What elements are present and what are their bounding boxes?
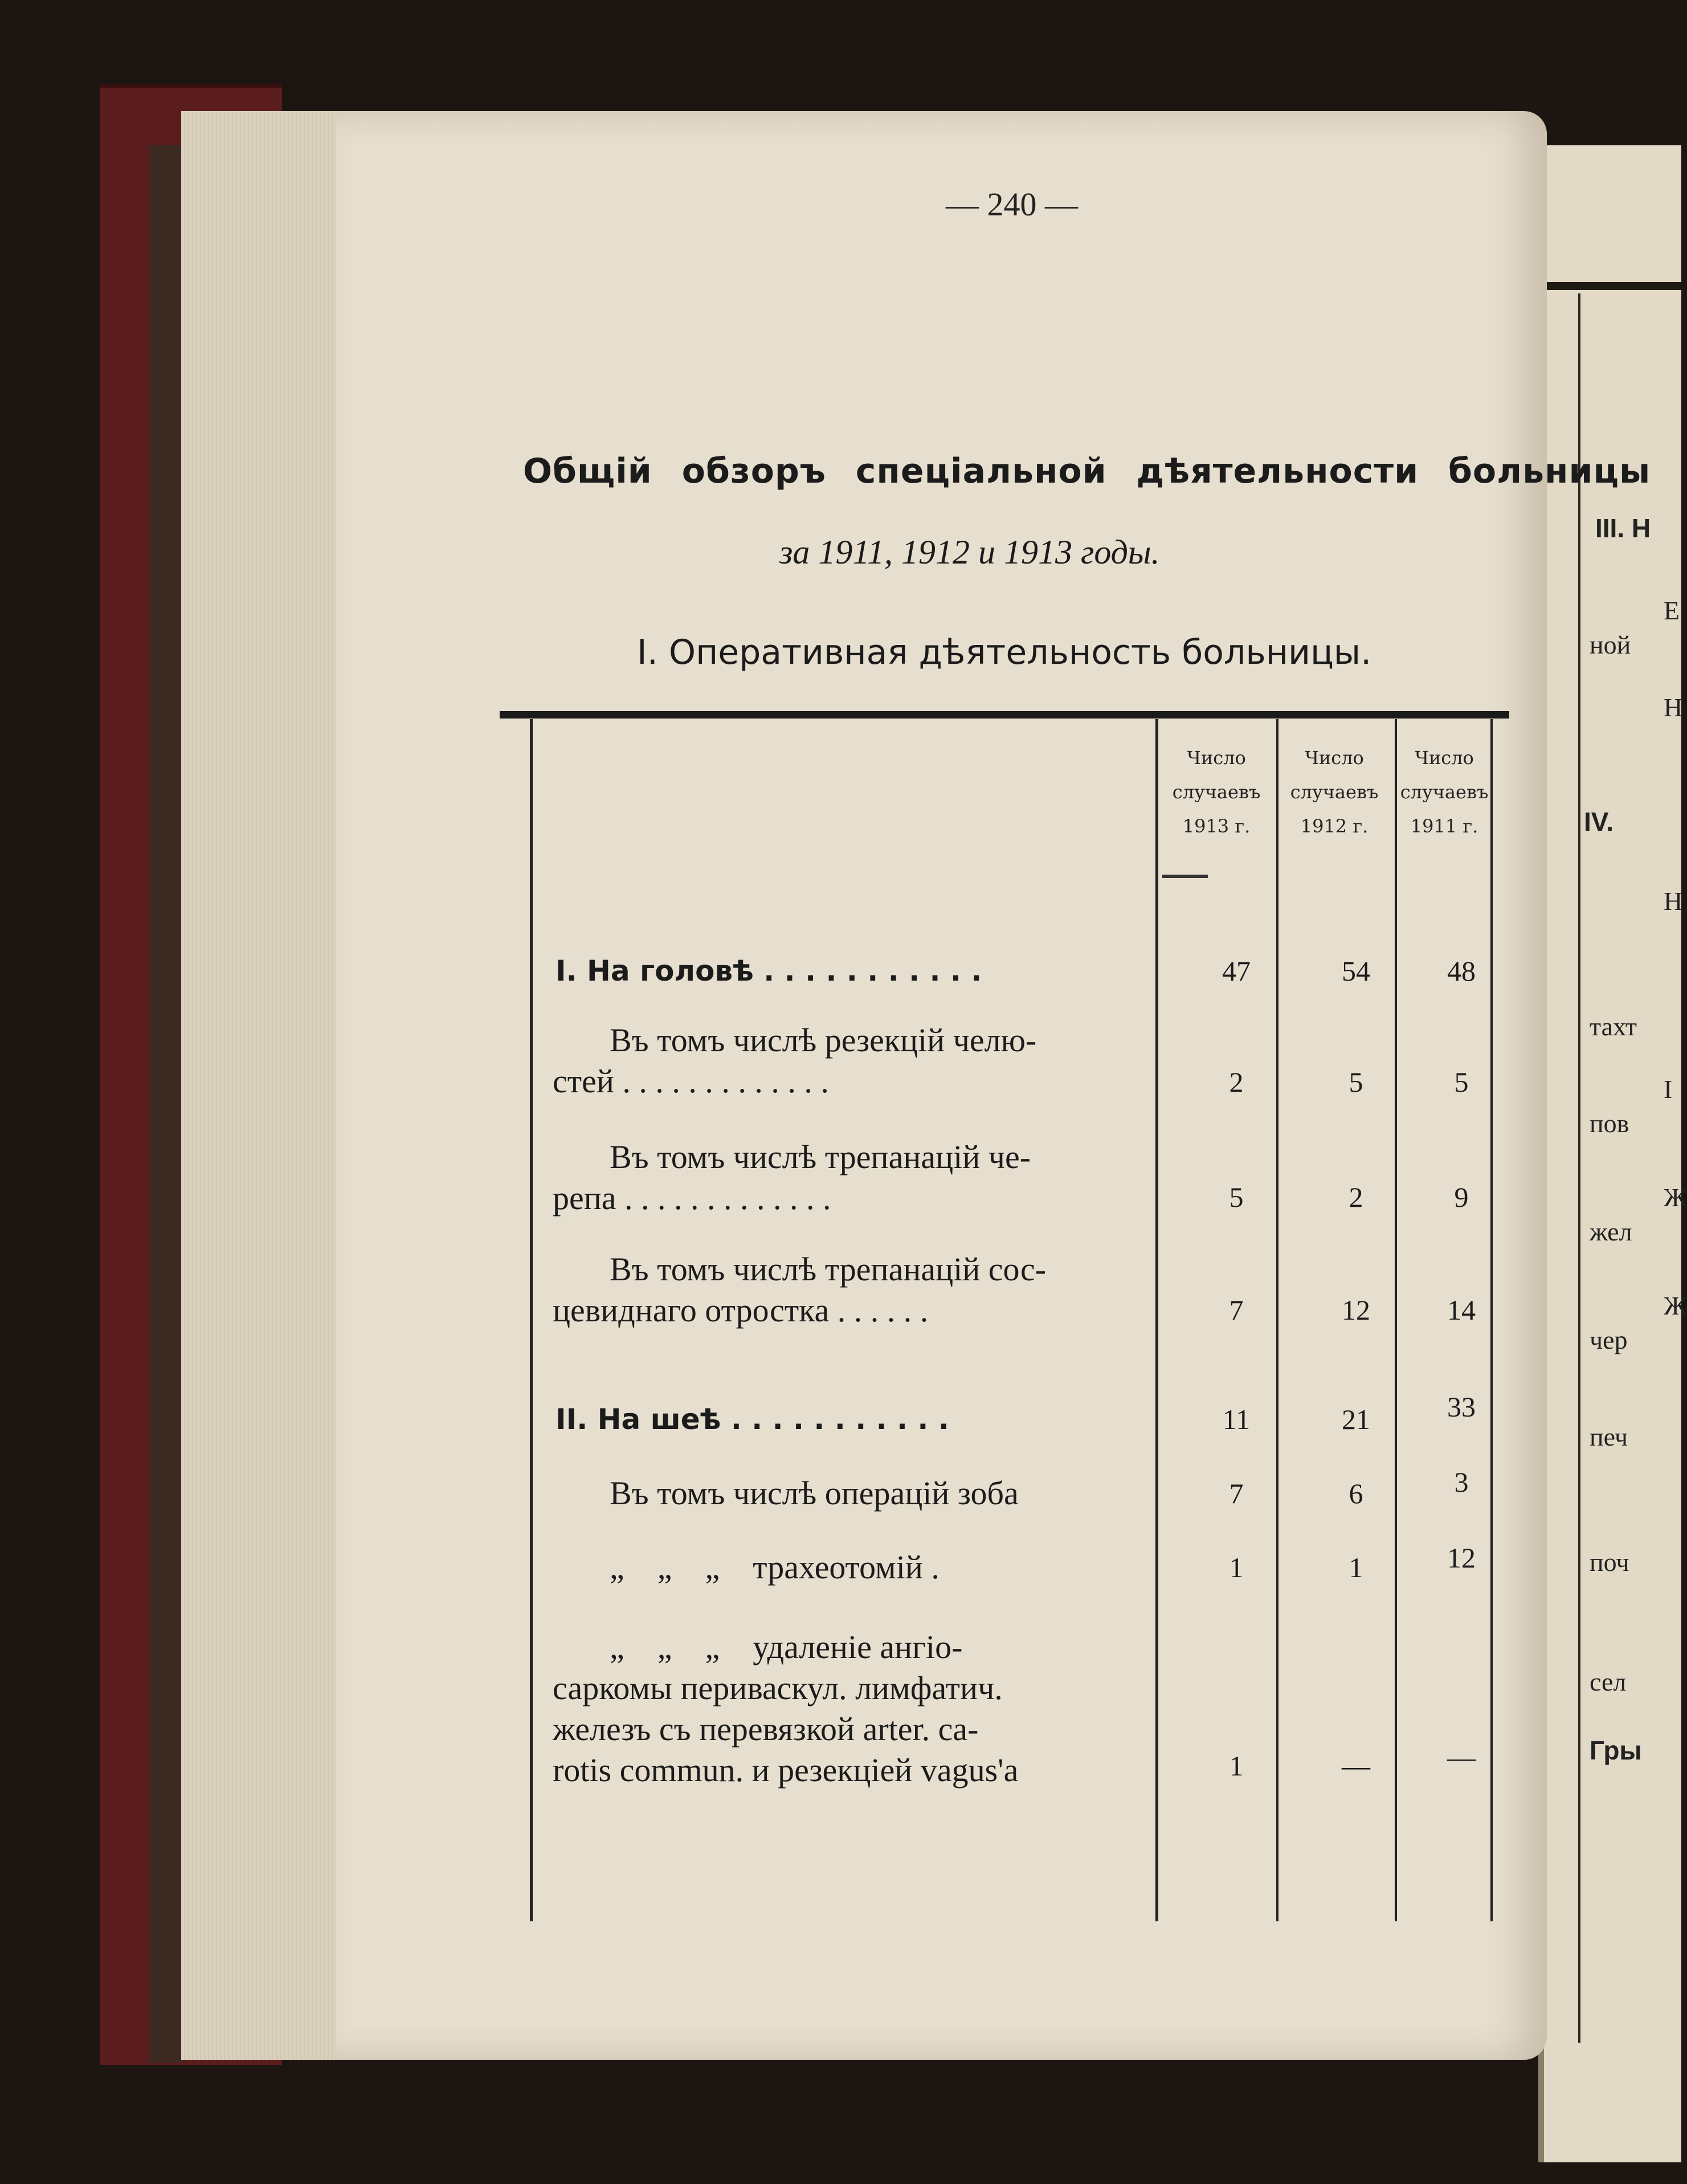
row-label-line: rotis commun. и резекціей vagus'a	[553, 1752, 1019, 1789]
facing-page-fragment: Ж	[1664, 1183, 1687, 1212]
facing-page-table-line	[1578, 293, 1580, 2043]
row-label-line: Въ томъ числѣ трепанацій че-	[610, 1138, 1031, 1175]
cell-1911: 12	[1447, 1542, 1476, 1574]
cell-1911: 33	[1447, 1391, 1476, 1423]
cell-1913: 2	[1229, 1066, 1244, 1098]
facing-page-fragment: IV.	[1584, 807, 1614, 836]
facing-page-fragment: чер	[1590, 1325, 1628, 1354]
cell-1913: 1	[1229, 1750, 1244, 1782]
column-header-line: 1913 г.	[1182, 815, 1251, 837]
row-label-line: цевиднаго отростка . . . . . .	[553, 1292, 929, 1329]
header-underline	[1162, 875, 1208, 878]
cell-1911: 3	[1454, 1466, 1469, 1498]
facing-page-rule	[1544, 282, 1681, 290]
facing-page-fragment: III. Н	[1595, 513, 1651, 543]
cell-1911: 48	[1447, 955, 1476, 987]
column-header-1912	[1280, 741, 1388, 843]
cell-1912: —	[1342, 1750, 1370, 1782]
row-label-line: репа . . . . . . . . . . . . .	[553, 1179, 831, 1216]
table-column-divider	[1155, 719, 1158, 1921]
facing-page-fragment: пов	[1590, 1109, 1629, 1138]
cell-1911: 14	[1447, 1294, 1476, 1326]
row-label: II. На шеѣ . . . . . . . . . . .	[555, 1403, 949, 1436]
page-subtitle: за 1911, 1912 и 1913 годы.	[779, 533, 1160, 571]
column-header-line: Число	[1415, 747, 1474, 769]
cell-1913: 11	[1222, 1403, 1251, 1435]
row-label: I. На головѣ . . . . . . . . . . .	[555, 954, 982, 987]
row-label-line: Въ томъ числѣ трепанацій сос-	[610, 1251, 1047, 1288]
row-label	[553, 1137, 1151, 1219]
column-header-line: Число	[1187, 747, 1246, 769]
row-label-line: Въ томъ числѣ резекцій челю-	[610, 1022, 1037, 1059]
cell-1912: 5	[1349, 1066, 1363, 1098]
page-edges	[181, 111, 352, 2060]
facing-page-fragment: Н	[1664, 887, 1683, 916]
facing-page-fragment: Гры	[1590, 1736, 1642, 1765]
facing-page-fragment: сел	[1590, 1667, 1627, 1696]
facing-page-fragment: Ж	[1664, 1291, 1687, 1320]
facing-page-fragment: І	[1664, 1075, 1673, 1104]
column-header-line: случаевъ	[1290, 781, 1379, 803]
facing-page-fragment: тахт	[1590, 1012, 1637, 1041]
column-header-line: случаевъ	[1172, 781, 1261, 803]
table-left-border	[530, 719, 533, 1921]
column-header-1913	[1162, 741, 1271, 843]
cell-1913: 1	[1229, 1552, 1244, 1583]
cell-1912: 12	[1342, 1294, 1370, 1326]
row-label	[553, 1249, 1151, 1331]
cell-1913: 7	[1229, 1294, 1244, 1326]
cell-1912: 21	[1342, 1403, 1370, 1435]
column-header-1911	[1390, 741, 1498, 843]
facing-page-fragment: Е	[1664, 596, 1680, 625]
facing-page-fragment: Н	[1664, 693, 1683, 722]
cell-1913: 7	[1229, 1477, 1244, 1509]
column-header-line: случаевъ	[1400, 781, 1489, 803]
row-label	[553, 1020, 1151, 1102]
cell-1911: 9	[1454, 1181, 1469, 1213]
cell-1912: 1	[1349, 1552, 1363, 1583]
facing-page-fragment: поч	[1590, 1548, 1629, 1577]
cell-1913: 47	[1222, 955, 1251, 987]
row-label: Въ томъ числѣ операцій зоба	[610, 1475, 1019, 1512]
row-label-line: саркомы периваскул. лимфатич.	[553, 1669, 1003, 1707]
cell-1912: 54	[1342, 955, 1370, 987]
cell-1911: —	[1447, 1741, 1476, 1773]
book-spine-edge	[149, 145, 183, 2063]
column-header-line: 1912 г.	[1300, 815, 1369, 837]
section-title: I. Оперативная дѣятельность больницы.	[637, 632, 1372, 672]
page-title: Общій обзоръ спеціальной дѣятельности больницы	[523, 451, 1651, 491]
facing-page-fragment: печ	[1590, 1422, 1628, 1451]
column-header-line: 1911 г.	[1410, 815, 1478, 837]
cell-1912: 2	[1349, 1181, 1363, 1213]
row-label: „ „ „ трахеотомій .	[610, 1549, 940, 1586]
cell-1912: 6	[1349, 1477, 1363, 1509]
table-top-rule	[500, 711, 1509, 719]
cell-1911: 5	[1454, 1066, 1469, 1098]
facing-page-fragment: жел	[1590, 1217, 1632, 1246]
row-label	[553, 1627, 1151, 1791]
row-label-line: железъ съ перевязкой arter. ca-	[553, 1711, 979, 1748]
cell-1913: 5	[1229, 1181, 1244, 1213]
row-label-line: стей . . . . . . . . . . . . .	[553, 1063, 829, 1100]
page-number: — 240 —	[946, 186, 1078, 223]
facing-page	[1538, 145, 1687, 2162]
row-label-line: „ „ „ удаленіе ангіо-	[610, 1628, 963, 1665]
facing-page-fragment: ной	[1590, 630, 1631, 659]
column-header-line: Число	[1305, 747, 1364, 769]
